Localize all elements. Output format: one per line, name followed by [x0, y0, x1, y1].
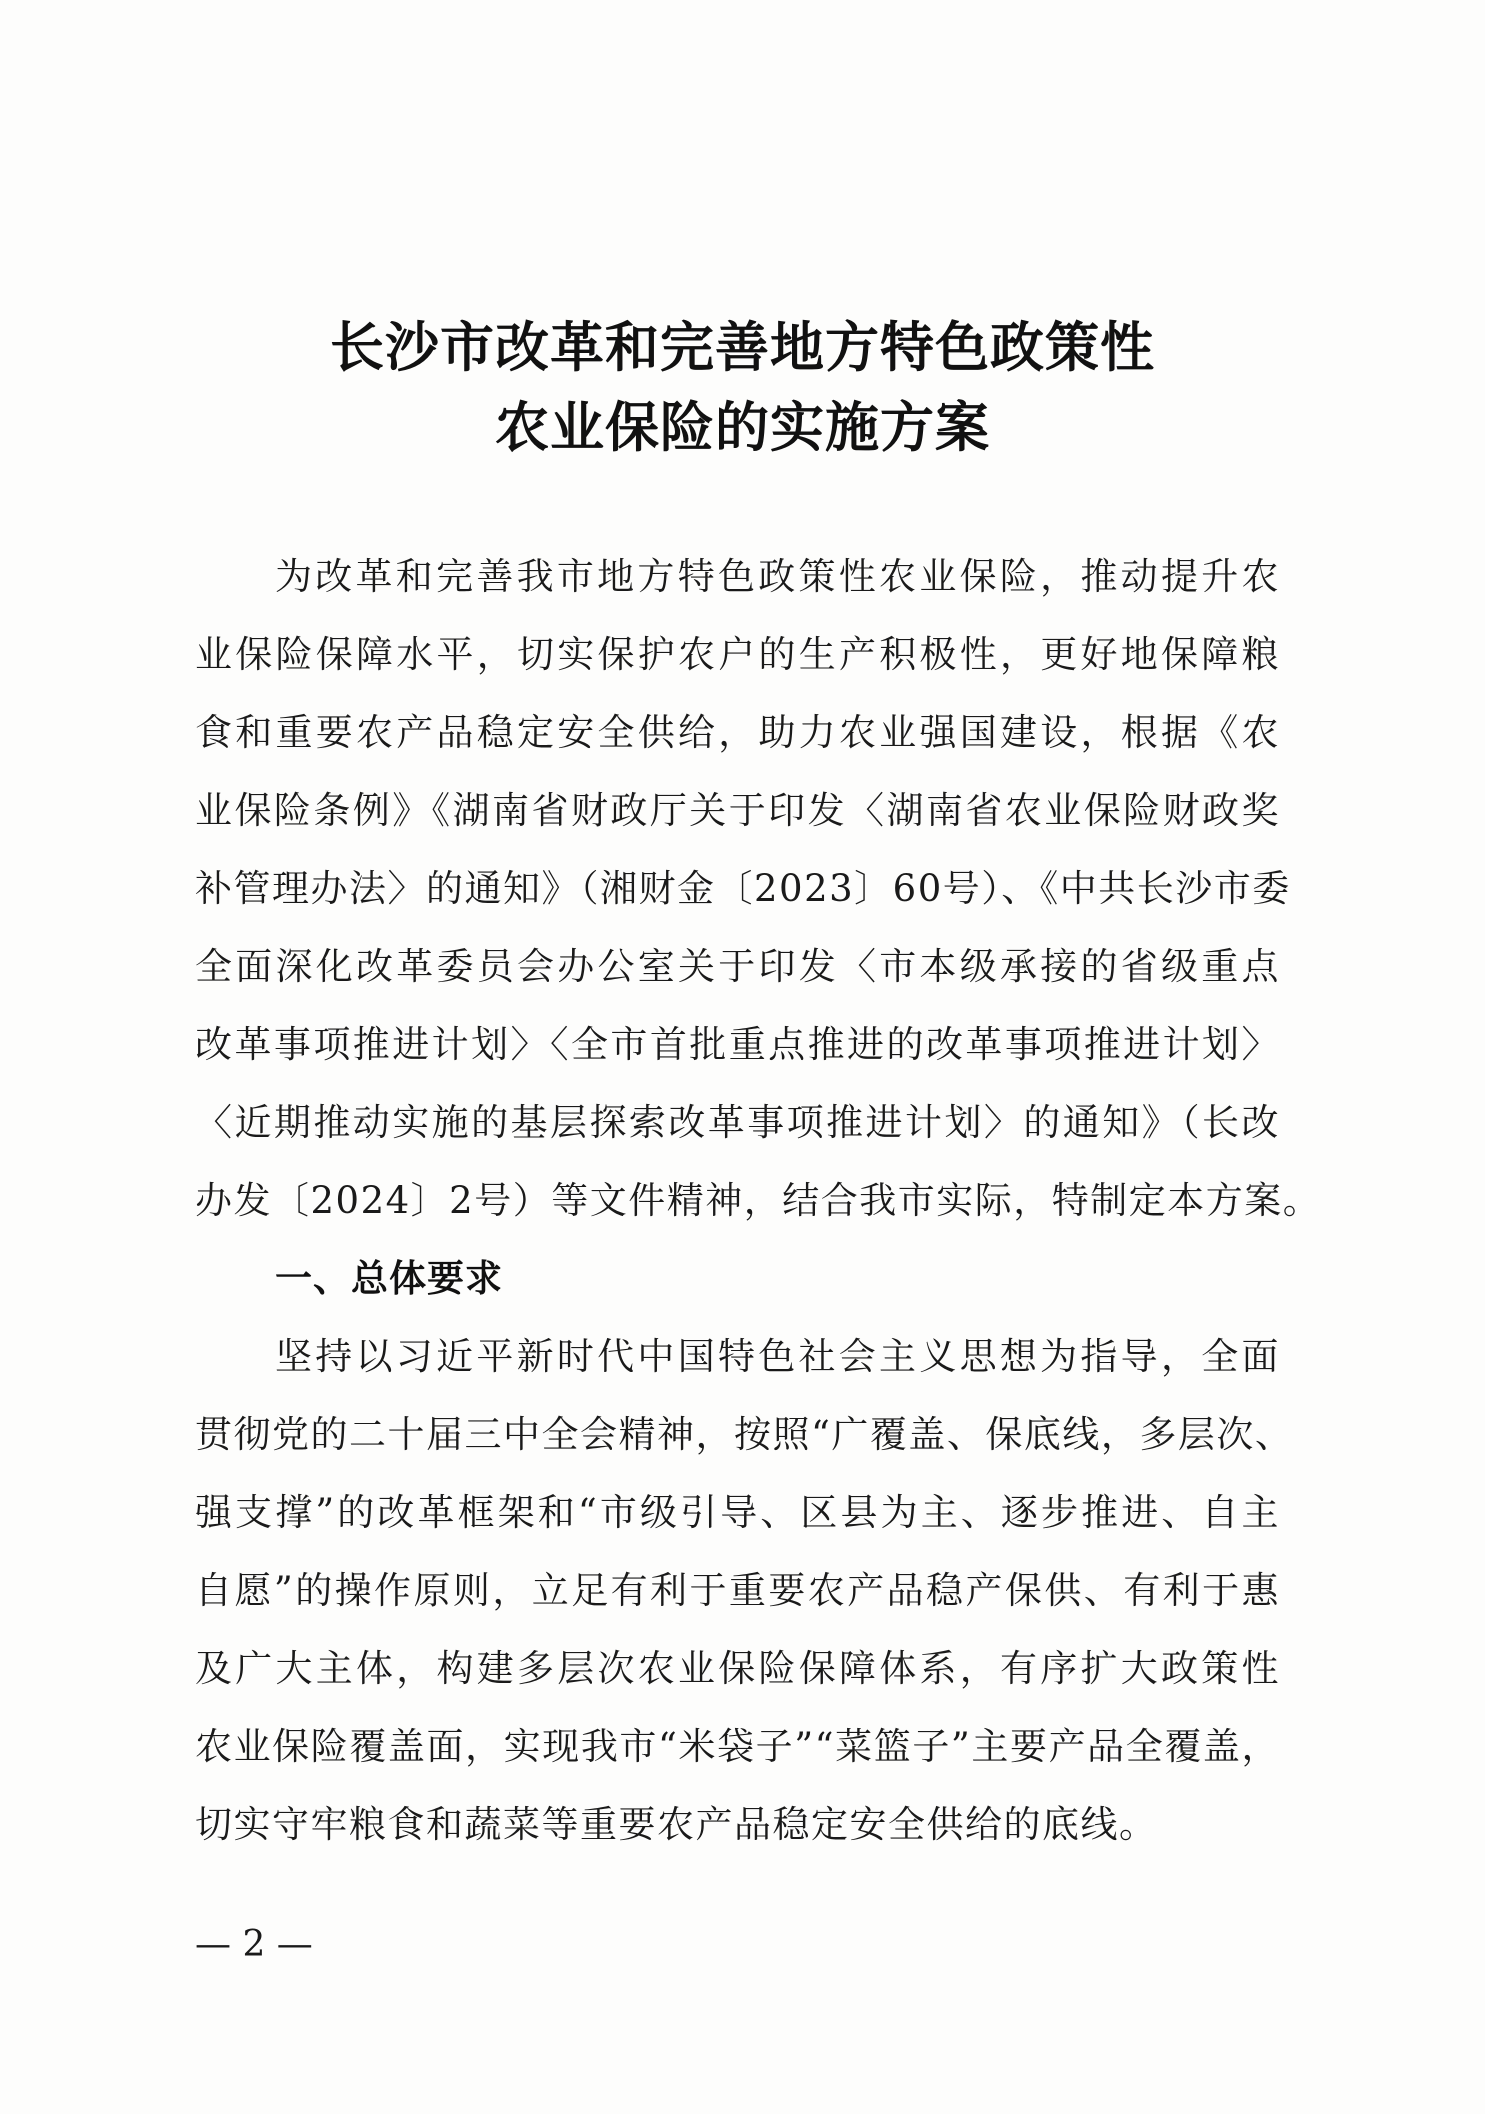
intro-line-8: 〈近期推动实施的基层探索改革事项推进计划〉的通知》（长改: [195, 1101, 1280, 1144]
document-title-line-2: 农业保险的实施方案: [495, 396, 990, 459]
section-1-line-7: 切实守牢粮食和蔬菜等重要农产品稳定安全供给的底线。: [195, 1803, 1158, 1846]
section-1-line-1: 坚持以习近平新时代中国特色社会主义思想为指导，全面: [275, 1335, 1280, 1378]
section-1-line-6: 农业保险覆盖面，实现我市“米袋子”“菜篮子”主要产品全覆盖，: [195, 1725, 1280, 1768]
section-1-line-4: 自愿”的操作原则，立足有利于重要农产品稳产保供、有利于惠: [195, 1569, 1280, 1612]
section-1-line-3: 强支撑”的改革框架和“市级引导、区县为主、逐步推进、自主: [195, 1491, 1280, 1534]
section-1-heading: 一、总体要求: [275, 1257, 503, 1300]
intro-line-5: 补管理办法〉的通知》（湘财金〔2023〕60号）、《中共长沙市委: [195, 867, 1291, 910]
intro-line-2: 业保险保障水平，切实保护农户的生产积极性，更好地保障粮: [195, 633, 1280, 676]
intro-line-3: 食和重要农产品稳定安全供给，助力农业强国建设，根据《农: [195, 711, 1280, 754]
intro-line-4: 业保险条例》《湖南省财政厅关于印发〈湖南省农业保险财政奖: [195, 789, 1280, 832]
intro-line-9: 办发〔2024〕2号）等文件精神，结合我市实际，特制定本方案。: [195, 1179, 1322, 1222]
section-1-line-2: 贯彻党的二十届三中全会精神，按照“广覆盖、保底线，多层次、: [195, 1413, 1294, 1456]
intro-line-7: 改革事项推进计划〉〈全市首批重点推进的改革事项推进计划〉: [195, 1023, 1280, 1066]
document-title-line-1: 长沙市改革和完善地方特色政策性: [330, 316, 1155, 379]
intro-line-6: 全面深化改革委员会办公室关于印发〈市本级承接的省级重点: [195, 945, 1280, 988]
section-1-line-5: 及广大主体，构建多层次农业保险保障体系，有序扩大政策性: [195, 1647, 1280, 1690]
page-number: — 2 —: [195, 1924, 313, 1965]
intro-line-1: 为改革和完善我市地方特色政策性农业保险，推动提升农: [275, 555, 1280, 598]
